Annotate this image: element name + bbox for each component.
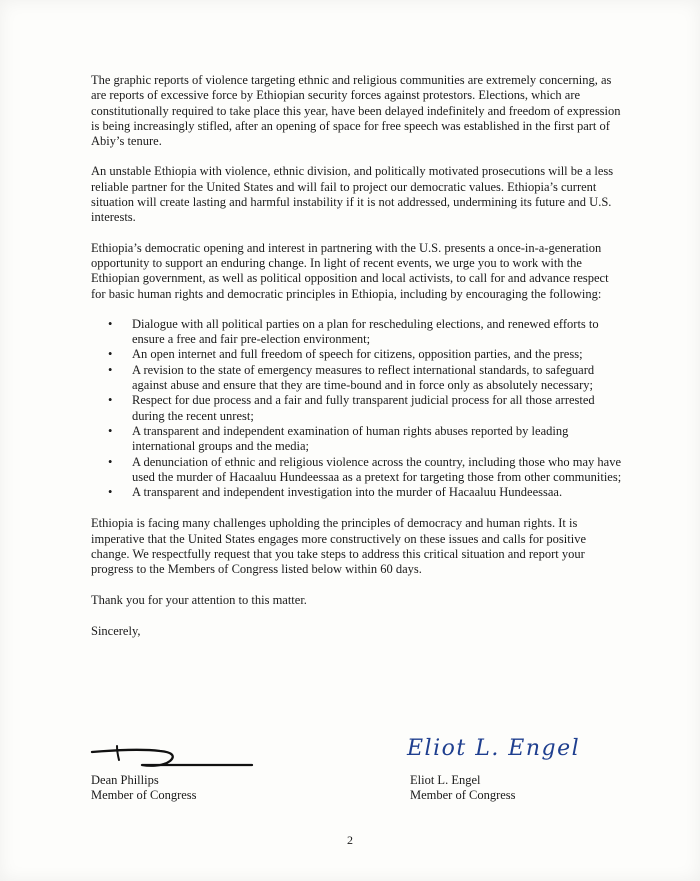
list-item-text: An open internet and full freedom of speech for citizens, opposition parties, and the press; bbox=[132, 347, 583, 362]
signer-name: Dean Phillips bbox=[91, 773, 159, 787]
signatory-eliot-engel bbox=[410, 773, 516, 803]
signer-name: Eliot L. Engel bbox=[410, 773, 481, 787]
list-item bbox=[108, 485, 623, 500]
signature-eliot-engel bbox=[405, 728, 605, 768]
signature-dean-phillips bbox=[86, 732, 256, 772]
signature-script: Eliot L. Engel bbox=[407, 736, 581, 761]
bullet-glyph: • bbox=[108, 316, 113, 331]
bullet-glyph: • bbox=[108, 347, 113, 362]
list-item-text: Dialogue with all political parties on a plan for rescheduling elections, and renewed efforts to ensure a free and fair pre-election environment; bbox=[132, 316, 599, 347]
sign-off: Sincerely, bbox=[91, 623, 141, 638]
list-item-text: A transparent and independent investigation into the murder of Hacaaluu Hundeessaa. bbox=[132, 485, 563, 500]
paragraph-unstable-ethiopia: An unstable Ethiopia with violence, ethnic division, and politically motivated prosecutions will be a less reliable partner for the United States and will fail to project our democratic values. Ethiopia’s current situation will create lasting and harmful instability if it is not addressed, undermining its future and U.S. interests. bbox=[91, 164, 614, 225]
list-item-text: A revision to the state of emergency measures to reflect international standards, to safeguard against abuse and ensure that they are time-bound and in force only as absolutely necessary; bbox=[132, 362, 595, 393]
signer-title: Member of Congress bbox=[410, 788, 516, 802]
thank-you-line: Thank you for your attention to this matter. bbox=[91, 592, 307, 607]
paragraph-violence-concerns: The graphic reports of violence targeting ethnic and religious communities are extremely concerning, as are reports of excessive force by Ethiopian security forces against protestors. Elections, which are constitutionally required to take place this year, have been delayed indefinitely and freedom of expression is being increasingly stifled, after an opening of space for free speech was established in the first part of Abiy’s tenure. bbox=[91, 73, 621, 149]
list-item bbox=[108, 347, 623, 362]
list-item bbox=[108, 423, 623, 455]
signer-title: Member of Congress bbox=[91, 788, 197, 802]
list-item bbox=[108, 393, 623, 424]
paragraph-closing-request: Ethiopia is facing many challenges upholding the principles of democracy and human rights. It is imperative that the United States engages more constructively on these issues and calls for positive change. We respectfully request that you take steps to address this critical situation and report your progress to the Members of Congress listed below within 60 days. bbox=[91, 516, 587, 577]
bullet-glyph: • bbox=[108, 423, 113, 438]
signatory-dean-phillips bbox=[91, 773, 197, 803]
page-number: 2 bbox=[347, 833, 353, 847]
paragraph-democratic-opening: Ethiopia’s democratic opening and interest in partnering with the U.S. presents a once-in-a-generation opportunity to support an enduring change. In light of recent events, we urge you to work with the Ethiopian government, as well as political opposition and local activists, to call for and advance respect for basic human rights and democratic principles in Ethiopia, including by encouraging the following: bbox=[91, 240, 609, 301]
signature-stroke bbox=[117, 746, 119, 760]
list-item-text: A denunciation of ethnic and religious violence across the country, including those who may have used the murder of Hacaaluu Hundeessaa as a pretext for targeting those from other communities; bbox=[132, 454, 622, 484]
list-item bbox=[108, 362, 623, 394]
letter-body bbox=[91, 73, 623, 655]
list-item-text: Respect for due process and a fair and fully transparent judicial process for all those arrested during the recent unrest; bbox=[132, 393, 595, 423]
list-item-text: A transparent and independent examination of human rights abuses reported by leading international groups and the media; bbox=[132, 423, 569, 454]
signature-stroke bbox=[92, 750, 252, 766]
requests-list bbox=[91, 317, 623, 501]
list-item bbox=[108, 316, 623, 348]
list-item bbox=[108, 454, 623, 486]
bullet-glyph: • bbox=[108, 485, 113, 500]
bullet-glyph: • bbox=[108, 362, 113, 377]
bullet-glyph: • bbox=[108, 393, 113, 408]
bullet-glyph: • bbox=[108, 454, 113, 469]
